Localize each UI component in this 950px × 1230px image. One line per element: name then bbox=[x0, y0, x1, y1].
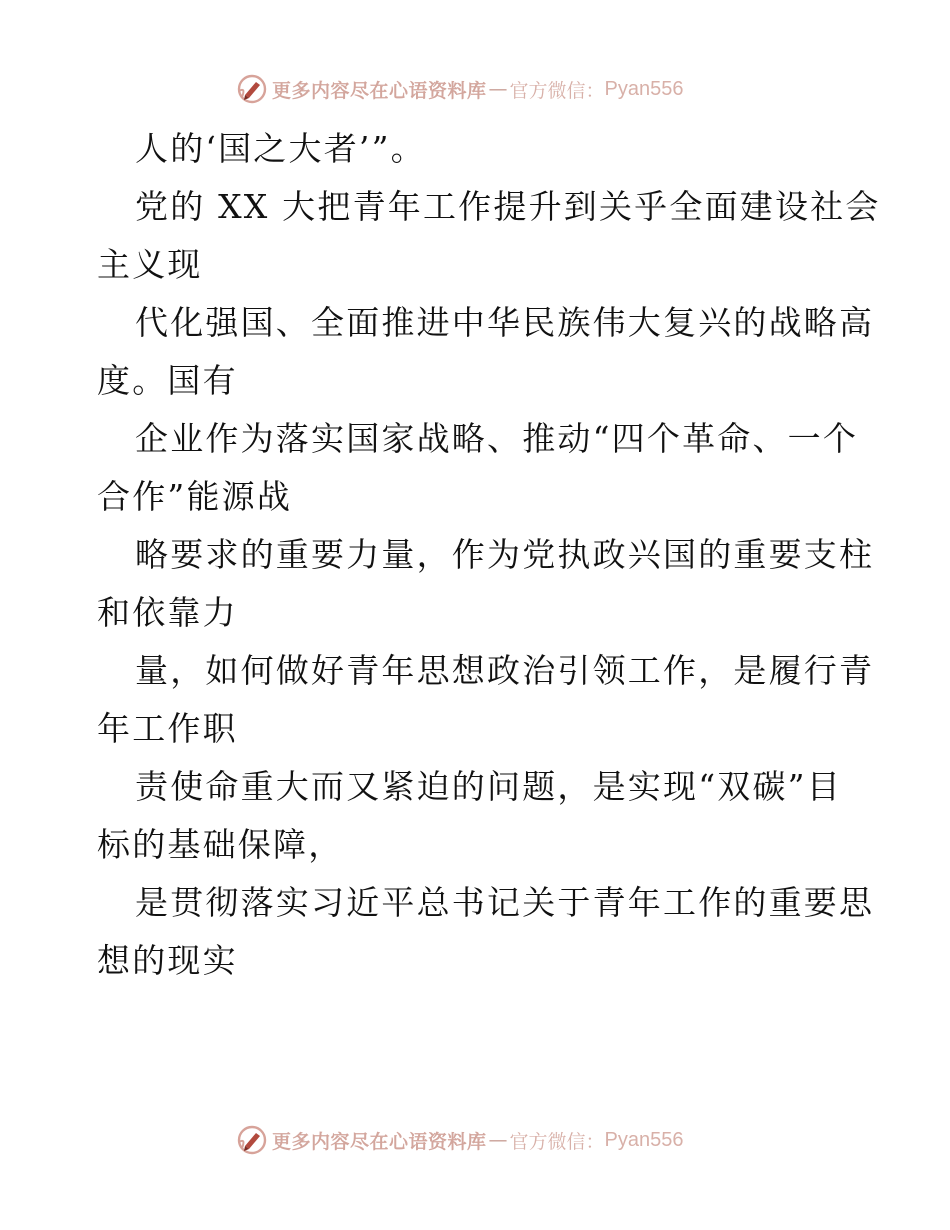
text-line: 主义现 bbox=[97, 245, 203, 284]
text-line: 责使命重大而又紧迫的问题，是实现“双碳”目 bbox=[135, 767, 842, 806]
header-dash: — bbox=[488, 78, 508, 100]
text-line: 企业作为落实国家战略、推动“四个革命、一个 bbox=[135, 419, 859, 458]
text-line: 量，如何做好青年思想政治引领工作，是履行青 bbox=[135, 651, 875, 690]
text-line: 度。国有 bbox=[97, 361, 238, 400]
text-line: 略要求的重要力量，作为党执政兴国的重要支柱 bbox=[135, 535, 875, 574]
text-line: 想的现实 bbox=[97, 941, 238, 980]
footer-watermark bbox=[236, 1123, 684, 1157]
text-line: 代化强国、全面推进中华民族伟大复兴的战略高 bbox=[135, 303, 875, 342]
footer-wechat-label: 官方微信： bbox=[509, 1130, 605, 1153]
text-line: 人的‘国之大者’”。 bbox=[135, 129, 426, 168]
text-line: 党的 XX 大把青年工作提升到关乎全面建设社会 bbox=[135, 187, 881, 226]
footer-promo-text: 更多内容尽在心语资料库 bbox=[272, 1130, 487, 1153]
header-wechat-id: Pyan556 bbox=[604, 77, 684, 100]
pen-circle-logo-icon bbox=[236, 1124, 268, 1156]
text-line: 标的基础保障， bbox=[97, 825, 344, 864]
header-promo-text: 更多内容尽在心语资料库 bbox=[272, 79, 487, 102]
text-line: 和依靠力 bbox=[97, 593, 238, 632]
text-line: 年工作职 bbox=[97, 709, 238, 748]
text-line: 合作”能源战 bbox=[97, 477, 293, 516]
text-line: 是贯彻落实习近平总书记关于青年工作的重要思 bbox=[135, 883, 875, 922]
pen-circle-logo-icon bbox=[236, 73, 268, 105]
footer-wechat-id: Pyan556 bbox=[604, 1128, 684, 1151]
header-wechat-label: 官方微信： bbox=[509, 79, 605, 102]
document-body bbox=[97, 120, 881, 990]
header-watermark bbox=[236, 72, 684, 106]
footer-dash: — bbox=[488, 1129, 508, 1151]
